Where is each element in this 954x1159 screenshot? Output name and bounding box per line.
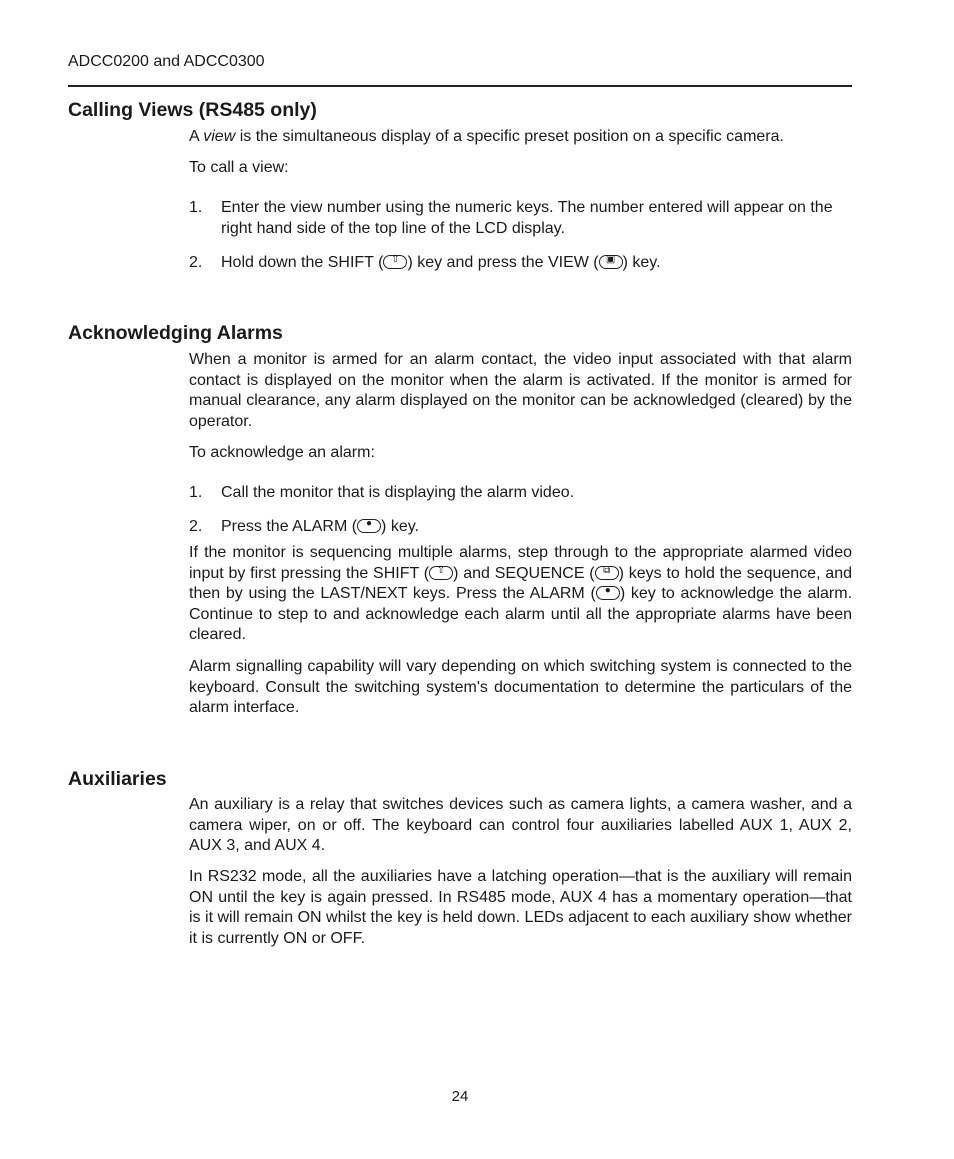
alarms-intro: When a monitor is armed for an alarm contact, the video input associated with that alarm contact is displayed on the monitor when the alarm is activated. If the monitor is armed for manual clearance, any alarm displayed on the monitor can be acknowledged (cleared) by the operator. [189, 351, 852, 430]
heading-acknowledging-alarms: Acknowledging Alarms [68, 322, 283, 344]
alarm-key-icon: ● [357, 519, 381, 533]
term-view: view [203, 128, 236, 145]
header-divider [68, 85, 852, 87]
shift-key-icon: ⇧ [383, 255, 407, 269]
alarm-key-icon: ● [596, 586, 620, 600]
alarms-lead: To acknowledge an alarm: [189, 444, 375, 461]
alarms-capability-paragraph: Alarm signalling capability will vary depending on which switching system is connected to the keyboard. Consult the switching system's documentation to determine the particulars of the alarm interface. [189, 658, 852, 716]
view-key-icon: ▣ [599, 255, 623, 269]
sequence-key-icon: ⧉ [595, 566, 619, 580]
alarms-sequencing-paragraph: If the monitor is sequencing multiple alarms, step through to the appropriate alarmed video input by first pressing the SHIFT ( ⇧ ) and SEQUENCE ( ⧉ ) keys to hold the sequence, and then by using the LAST/NEXT keys. Press the ALARM ( ● ) key to acknowledge the alarm. Continue to step to and acknowledge each alarm until all the appropriate alarms have been cleared. [189, 544, 853, 643]
shift-key-icon: ⇧ [429, 566, 453, 580]
calling-views-lead: To call a view: [189, 159, 289, 176]
running-header: ADCC0200 and ADCC0300 [68, 53, 265, 70]
calling-views-intro: A view is the simultaneous display of a specific preset position on a specific camera. [189, 128, 784, 145]
auxiliaries-intro: An auxiliary is a relay that switches devices such as camera lights, a camera washer, and a camera wiper, on or off. The keyboard can control four auxiliaries labelled AUX 1, AUX 2, AUX 3, and AUX 4. [189, 796, 852, 854]
auxiliaries-modes: In RS232 mode, all the auxiliaries have a latching operation—that is the auxiliary will remain ON until the key is again pressed. In RS485 mode, AUX 4 has a momentary operation—that is it will remain ON whilst the key is held down. LEDs adjacent to each auxiliary show whether it is currently ON or OFF. [189, 868, 852, 947]
heading-calling-views: Calling Views (RS485 only) [68, 99, 317, 121]
page-number: 24 [451, 1088, 469, 1105]
heading-auxiliaries: Auxiliaries [68, 768, 167, 790]
